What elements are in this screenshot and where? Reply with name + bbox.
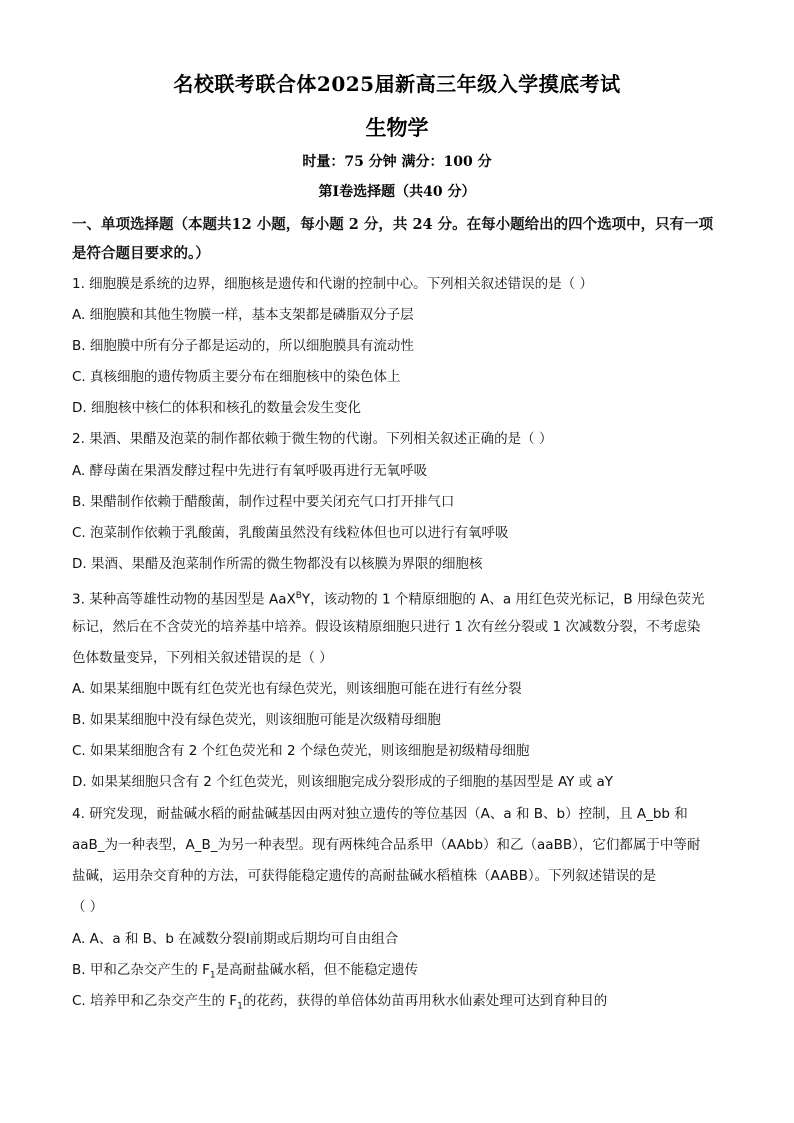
- question-1-option-a: A. 细胞膜和其他生物膜一样，基本支架都是磷脂双分子层: [72, 307, 414, 323]
- question-4-stem-line-1: 4. 研究发现，耐盐碱水稻的耐盐碱基因由两对独立遗传的等位基因（A、a 和 B、b）控制，且 A_bb 和: [72, 806, 688, 822]
- question-4-option-a: A. A、a 和 B、b 在减数分裂Ⅰ前期或后期均可自由组合: [72, 931, 399, 947]
- question-1-option-c: C. 真核细胞的遗传物质主要分布在细胞核中的染色体上: [72, 369, 401, 385]
- question-2-stem: 2. 果酒、果醋及泡菜的制作都依赖于微生物的代谢。下列相关叙述正确的是（ ）: [72, 431, 553, 447]
- question-3-option-a: A. 如果某细胞中既有红色荧光也有绿色荧光，则该细胞可能在进行有丝分裂: [72, 681, 522, 697]
- question-4-option-c-post: 的花药，获得的单倍体幼苗再用秋水仙素处理可达到育种目的: [242, 993, 608, 1009]
- exam-title: 名校联考联合体2025届新高三年级入学摸底考试: [173, 72, 621, 96]
- question-2-option-b: B. 果醋制作依赖于醋酸菌，制作过程中要关闭充气口打开排气口: [72, 494, 455, 510]
- question-3-option-d: D. 如果某细胞只含有 2 个红色荧光，则该细胞完成分裂形成的子细胞的基因型是 AY 或 aY: [72, 774, 613, 790]
- question-3-stem-post: Y，该动物的 1 个精原细胞的 A、a 用红色荧光标记，B 用绿色荧光: [301, 591, 705, 608]
- question-1-stem: 1. 细胞膜是系统的边界，细胞核是遗传和代谢的控制中心。下列相关叙述错误的是（ ）: [72, 276, 593, 292]
- question-3-superscript: B: [295, 591, 302, 601]
- question-3-stem-pre: 3. 某种高等雄性动物的基因型是 AaX: [72, 591, 296, 608]
- question-3-stem-line-3: 色体数量变异，下列相关叙述错误的是（ ）: [72, 650, 333, 666]
- part-title: 第Ⅰ卷选择题（共40 分）: [318, 184, 476, 200]
- subject-title: 生物学: [365, 115, 429, 140]
- question-3-stem-line-2: 标记，然后在不含荧光的培养基中培养。假设该精原细胞只进行 1 次有丝分裂或 1 次减数分裂，不考虑染: [72, 619, 701, 635]
- time-score-line: 时量：75 分钟 满分：100 分: [302, 154, 492, 170]
- question-4-option-c-subscript: 1: [237, 1001, 243, 1012]
- question-1-option-d: D. 细胞核中核仁的体积和核孔的数量会发生变化: [72, 400, 361, 416]
- question-4-stem-line-2: aaB_为一种表型，A_B_为另一种表型。现有两株纯合品系甲（AAbb）和乙（aaBB），它们都属于中等耐: [72, 837, 701, 853]
- question-4-option-c-pre: C. 培养甲和乙杂交产生的 F: [72, 993, 238, 1009]
- question-3-stem-line-1: [72, 586, 722, 610]
- question-4-stem-line-4: （ ）: [72, 899, 104, 915]
- question-3-option-b: B. 如果某细胞中没有绿色荧光，则该细胞可能是次级精母细胞: [72, 712, 441, 728]
- question-4-option-c: [72, 991, 722, 1017]
- section-heading: 一、单项选择题（本题共12 小题，每小题 2 分，共 24 分。在每小题给出的四个选项中，只有一项是符合题目要求的。）: [72, 216, 714, 262]
- question-2-option-a: A. 酵母菌在果酒发酵过程中先进行有氧呼吸再进行无氧呼吸: [72, 463, 428, 479]
- question-2-option-d: D. 果酒、果醋及泡菜制作所需的微生物都没有以核膜为界限的细胞核: [72, 556, 483, 572]
- question-3-option-c: C. 如果某细胞含有 2 个红色荧光和 2 个绿色荧光，则该细胞是初级精母细胞: [72, 743, 530, 759]
- question-4-option-b: [72, 960, 722, 986]
- question-4-option-b-pre: B. 甲和乙杂交产生的 F: [72, 962, 210, 978]
- question-4-stem-line-3: 盐碱，运用杂交育种的方法，可获得能稳定遗传的高耐盐碱水稻植株（AABB）。下列叙述错误的是: [72, 868, 657, 884]
- question-4-option-b-subscript: 1: [209, 970, 216, 981]
- question-2-option-c: C. 泡菜制作依赖于乳酸菌，乳酸菌虽然没有线粒体但也可以进行有氧呼吸: [72, 525, 509, 541]
- question-1-option-b: B. 细胞膜中所有分子都是运动的，所以细胞膜具有流动性: [72, 338, 414, 354]
- question-4-option-b-post: 是高耐盐碱水稻，但不能稳定遗传: [215, 962, 419, 978]
